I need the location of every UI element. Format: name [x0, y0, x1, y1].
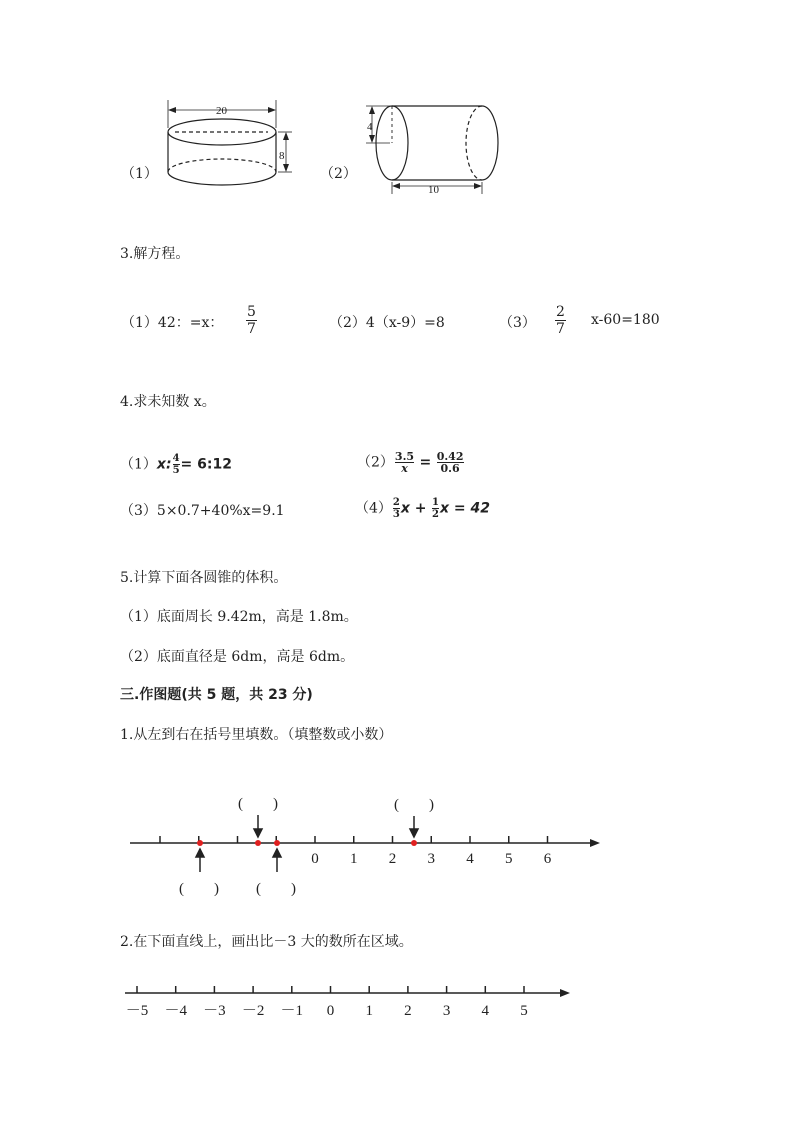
- q3-title: 3.解方程。: [120, 246, 190, 262]
- fraction-left: [395, 451, 414, 474]
- tick-label: 3: [427, 851, 435, 867]
- tick-label: －2: [241, 1003, 265, 1019]
- fig1-diameter-label: 20: [216, 105, 227, 117]
- figures: [0, 0, 794, 200]
- denominator: 2: [431, 509, 439, 520]
- tick-label: 2: [388, 851, 397, 867]
- tick-label: 5: [520, 1003, 528, 1019]
- point-marker: [255, 840, 261, 846]
- tick-label: 5: [505, 851, 513, 867]
- q3-part3-text: （3）: [499, 315, 536, 331]
- q4-part1: [120, 453, 232, 476]
- tick-label: 1: [350, 851, 358, 867]
- tick-label: －3: [203, 1003, 226, 1019]
- term-2: x = 42: [439, 500, 490, 517]
- answer-blank: ( ): [238, 796, 278, 812]
- numerator: 4: [172, 453, 180, 464]
- q3-part2-text: （2）4（x-9）=8: [329, 315, 445, 331]
- point-marker: [411, 840, 417, 846]
- numerator: 3.5: [394, 450, 415, 463]
- fig1-height-label: 8: [279, 150, 285, 162]
- expr-left: x:: [156, 456, 172, 473]
- tick-label: －4: [164, 1003, 187, 1019]
- fraction: [173, 453, 180, 476]
- numerator: 0.42: [436, 450, 464, 463]
- numerator: 1: [431, 497, 439, 508]
- number-line-1: [0, 780, 794, 910]
- tick-label: 0: [326, 1003, 335, 1019]
- tick-label: 0: [311, 851, 319, 867]
- section-heading: 三.作图题(共 5 题，共 23 分): [120, 687, 313, 703]
- part-label: （1）: [120, 456, 157, 473]
- q5-part2: （2）底面直径是 6dm，高是 6dm。: [120, 649, 355, 665]
- fig1-label: （1）: [121, 166, 158, 182]
- denominator: 5: [172, 465, 180, 476]
- fraction-right: [437, 451, 464, 474]
- q3-part3-fraction: [555, 304, 566, 337]
- fraction-numerator: 2: [556, 304, 565, 320]
- expr-right: = 6:12: [180, 456, 232, 473]
- tick-label: －1: [280, 1003, 304, 1019]
- part-label: （2）: [357, 454, 394, 471]
- cylinder-figure-2: [366, 106, 498, 194]
- point-marker: [197, 840, 203, 846]
- fraction-denominator: 7: [556, 321, 565, 337]
- fig2-length-label: 10: [428, 184, 439, 196]
- equals-sign: =: [419, 454, 432, 471]
- tick-label: －5: [125, 1003, 149, 1019]
- q4-title: 4.求未知数 x。: [120, 394, 216, 410]
- q4-part2: [357, 451, 465, 474]
- answer-blank: ( ): [256, 881, 296, 897]
- point-marker: [274, 840, 280, 846]
- axis-arrowhead: [590, 839, 600, 847]
- denominator: 0.6: [440, 462, 460, 475]
- q3-part1-fraction: [246, 304, 257, 337]
- axis-arrowhead: [560, 989, 570, 997]
- tick-label: 1: [365, 1003, 373, 1019]
- denominator: 3: [392, 509, 400, 520]
- q3-part1-text: （1）42：=x：: [121, 315, 224, 331]
- answer-blank: ( ): [179, 881, 219, 897]
- q4-part3: （3）5×0.7+40%x=9.1: [120, 503, 285, 519]
- tick-label: 2: [404, 1003, 412, 1019]
- tick-label: 4: [466, 851, 474, 867]
- s3q2-title: 2.在下面直线上，画出比－3 大的数所在区域。: [120, 934, 413, 950]
- numerator: 2: [392, 497, 400, 508]
- s3q1-title: 1.从左到右在括号里填数。（填整数或小数）: [120, 727, 393, 743]
- term-1: x +: [400, 500, 427, 517]
- fig2-radius-label: 4: [367, 121, 373, 133]
- fig2-label: （2）: [320, 166, 357, 182]
- q4-part4: [355, 497, 490, 520]
- tick-label: 4: [481, 1003, 490, 1019]
- fraction-numerator: 5: [247, 304, 256, 320]
- answer-blank: ( ): [394, 797, 434, 813]
- fraction-denominator: 7: [247, 321, 256, 337]
- tick-label: 3: [442, 1003, 451, 1019]
- q5-title: 5.计算下面各圆锥的体积。: [120, 570, 288, 586]
- fraction-1: [393, 497, 400, 520]
- denominator: x: [401, 462, 408, 475]
- part-label: （4）: [355, 500, 392, 517]
- fraction-2: [432, 497, 439, 520]
- tick-label: 6: [543, 851, 552, 867]
- q3-part3-equation: x-60=180: [591, 312, 660, 328]
- number-line-2: [0, 975, 794, 1035]
- cylinder-figure-1: [168, 100, 292, 185]
- q5-part1: （1）底面周长 9.42m，高是 1.8m。: [120, 609, 358, 625]
